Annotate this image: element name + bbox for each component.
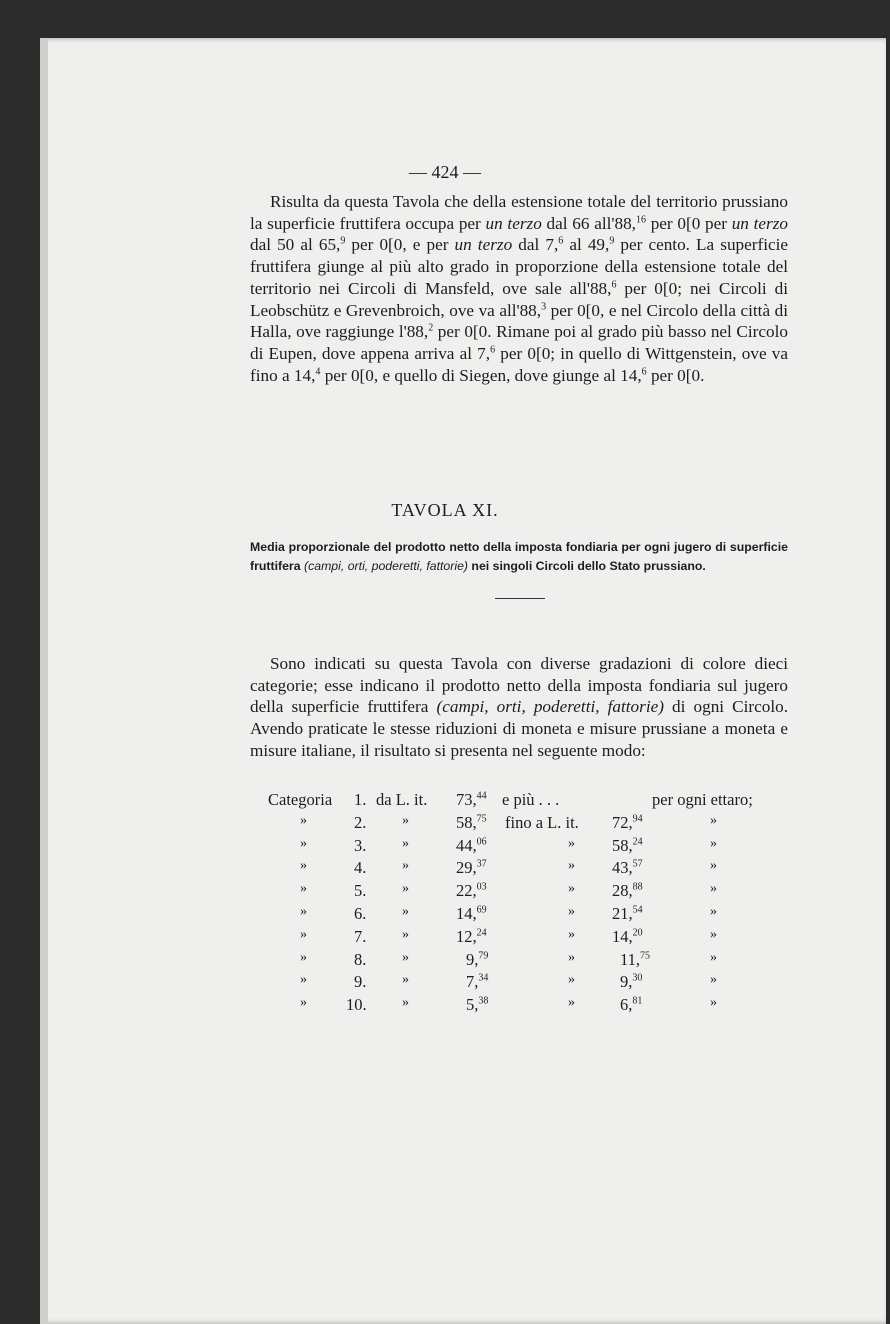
category-number: 9.	[354, 972, 367, 992]
more-label: e più . . .	[502, 790, 560, 809]
category-from-value	[466, 995, 488, 1015]
value-decimal: 57	[632, 858, 643, 870]
paragraph1-segment: per 0[0, e quello di Siegen, dove giunge al 14,	[320, 365, 642, 385]
ditto-mark: »	[402, 972, 409, 988]
value-decimal: 69	[476, 904, 487, 916]
category-from-value	[456, 881, 487, 901]
paragraph3-segment: di ogni Circolo. Avendo praticate le stesse riduzioni di moneta e misure prussiane a moneta e misure italiane, il risultato si presenta nel seguente modo:	[250, 697, 789, 760]
category-from-value	[466, 950, 488, 970]
paragraph1-segment: 2	[428, 322, 434, 334]
category-number: 2.	[354, 812, 367, 832]
paragraph1-segment: per 0[0, e nel Circolo della città di Halla, ove raggiunge l'88,	[250, 300, 788, 342]
value-decimal: 34	[478, 972, 489, 984]
category-number: 8.	[354, 949, 367, 969]
value-decimal: 20	[632, 927, 643, 939]
paragraph1-segment: 6	[558, 235, 564, 247]
value-integer: 22,	[456, 881, 477, 901]
value-decimal: 37	[476, 858, 487, 870]
paragraph1-segment: per 0[0.	[646, 365, 705, 385]
ditto-mark: »	[710, 904, 717, 919]
category-row	[0, 904, 890, 926]
value-decimal: 81	[632, 995, 643, 1007]
table-caption	[250, 538, 788, 576]
category-row	[0, 858, 890, 880]
value-decimal: 30	[632, 972, 643, 984]
table-title: TAVOLA XI.	[391, 500, 499, 520]
category-number: 4.	[354, 858, 367, 878]
category-row	[0, 881, 890, 903]
ditto-mark: »	[402, 995, 409, 1011]
currency-label: da L. it.	[376, 790, 428, 809]
category-to-value	[612, 813, 643, 833]
paragraph1-segment: un terzo	[454, 235, 513, 255]
intro-paragraph	[250, 191, 788, 386]
category-row	[0, 790, 890, 812]
category-number: 7.	[354, 926, 367, 946]
ditto-mark: »	[568, 835, 575, 851]
category-to-value	[620, 995, 642, 1015]
value-integer: 44,	[456, 835, 477, 855]
value-decimal: 44	[476, 790, 487, 802]
paragraph1-segment: dal 50 al 65,	[250, 235, 341, 255]
ditto-mark: »	[710, 972, 717, 988]
ditto-mark: »	[300, 926, 307, 942]
ditto-mark: »	[710, 835, 717, 851]
value-decimal: 24	[632, 836, 643, 848]
value-decimal: 54	[632, 904, 643, 916]
ditto-mark: »	[300, 835, 307, 851]
category-from-value	[456, 927, 487, 947]
ditto-mark: »	[710, 812, 717, 828]
category-to-value	[620, 950, 650, 970]
ditto-mark: »	[402, 904, 409, 919]
category-number: 1.	[354, 790, 367, 809]
value-decimal: 88	[632, 881, 643, 893]
value-integer: 21,	[612, 904, 633, 923]
paragraph1-segment: un terzo	[485, 213, 542, 233]
ditto-mark: »	[402, 926, 409, 942]
category-from-value	[456, 904, 487, 924]
ditto-mark: »	[710, 881, 717, 897]
paragraph1-segment: 6	[611, 279, 617, 291]
ditto-mark: »	[568, 858, 575, 874]
ditto-mark: »	[402, 949, 409, 965]
category-to-value	[612, 881, 643, 901]
category-row	[0, 972, 890, 994]
paragraph1-segment: 4	[315, 365, 321, 377]
paragraph1-segment: Risulta da questa Tavola che della estensione totale del territorio prussiano la superficie fruttifera occupa per	[250, 192, 788, 233]
paragraph1-segment: al 49,	[563, 235, 610, 255]
paragraph1-segment: per 0[0 per	[645, 213, 732, 233]
category-from-value	[456, 790, 487, 810]
ditto-mark: »	[402, 881, 409, 897]
upto-label: fino a L. it.	[505, 812, 579, 832]
value-integer: 58,	[612, 835, 633, 855]
paragraph3-segment: Sono indicati su questa Tavola con diverse gradazioni di colore dieci categorie; esse indicano il prodotto netto della imposta fondiaria sul jugero della superficie fruttifera	[250, 654, 788, 717]
per-hectare-label: per ogni ettaro;	[652, 790, 753, 809]
value-decimal: 38	[478, 995, 489, 1007]
category-to-value	[612, 927, 643, 947]
ditto-mark: »	[568, 881, 575, 897]
caption-italic: (campi, orti, poderetti, fattorie)	[303, 559, 469, 573]
value-integer: 72,	[612, 812, 633, 832]
category-number: 5.	[354, 881, 367, 901]
paragraph1-segment: per 0[0; in quello di Wittgenstein, ove va fino a 14,	[250, 343, 788, 385]
explanation-paragraph	[250, 653, 788, 762]
ditto-mark: »	[710, 926, 717, 942]
ditto-mark: »	[300, 904, 307, 919]
value-integer: 7,	[466, 972, 479, 992]
value-decimal: 03	[476, 881, 487, 893]
value-integer: 43,	[612, 858, 633, 878]
value-integer: 11,	[620, 949, 641, 969]
paragraph3-segment: (campi, orti, poderetti, fattorie)	[436, 697, 664, 717]
category-number: 3.	[354, 835, 367, 855]
ditto-mark: »	[402, 812, 409, 828]
category-row	[0, 813, 890, 835]
category-from-value	[456, 813, 487, 833]
category-from-value	[466, 972, 488, 992]
category-to-value	[620, 972, 642, 992]
category-header-label: Categoria	[268, 790, 333, 809]
value-integer: 29,	[456, 858, 477, 878]
value-integer: 73,	[456, 790, 477, 809]
ditto-mark: »	[300, 972, 307, 988]
page-gutter	[40, 38, 48, 1324]
ditto-mark: »	[568, 972, 575, 988]
ditto-mark: »	[402, 835, 409, 851]
ditto-mark: »	[300, 812, 307, 828]
value-integer: 14,	[612, 926, 633, 946]
paragraph1-segment: dal 7,	[512, 235, 559, 255]
category-to-value	[612, 904, 643, 924]
value-decimal: 94	[632, 813, 643, 825]
category-number: 6.	[354, 904, 367, 923]
ditto-mark: »	[300, 949, 307, 965]
category-number: 10.	[346, 995, 367, 1015]
value-integer: 28,	[612, 881, 633, 901]
ditto-mark: »	[300, 995, 307, 1011]
paragraph1-segment: 9	[609, 235, 615, 247]
paragraph1-segment: 3	[541, 300, 547, 312]
value-integer: 14,	[456, 904, 477, 923]
ditto-mark: »	[710, 949, 717, 965]
paragraph1-segment: per 0[0; nei Circoli di Leobschütz e Grevenbroich, ove va all'88,	[250, 278, 788, 320]
value-integer: 12,	[456, 926, 477, 946]
paragraph1-segment: per 0[0, e per	[345, 235, 455, 255]
value-decimal: 79	[478, 950, 489, 962]
ditto-mark: »	[568, 926, 575, 942]
caption-text-end: nei singoli Circoli dello Stato prussiano.	[468, 559, 706, 573]
ditto-mark: »	[568, 949, 575, 965]
paragraph1-segment: 6	[490, 344, 496, 356]
category-row	[0, 836, 890, 858]
value-integer: 6,	[620, 995, 633, 1015]
caption-text: Media proporzionale del prodotto netto della imposta fondiaria per ogni jugero di superficie fruttifera	[250, 540, 788, 573]
value-integer: 58,	[456, 812, 477, 832]
category-row	[0, 995, 890, 1017]
value-decimal: 24	[476, 927, 487, 939]
value-decimal: 75	[476, 813, 487, 825]
value-integer: 9,	[620, 972, 633, 992]
value-decimal: 06	[476, 836, 487, 848]
paragraph1-segment: 16	[635, 213, 646, 225]
paragraph1-segment: dal 66 all'88,	[541, 213, 636, 233]
ditto-mark: »	[300, 858, 307, 874]
paragraph1-segment: 9	[340, 235, 346, 247]
value-integer: 5,	[466, 995, 479, 1015]
page-number: — 424 —	[409, 162, 481, 182]
paragraph1-segment: per cento. La superficie fruttifera giunge al più alto grado in proporzione della estensione totale del territorio nei Circoli di Mansfeld, ove sale all'88,	[250, 235, 789, 298]
category-from-value	[456, 858, 487, 878]
ditto-mark: »	[402, 858, 409, 874]
category-to-value	[612, 836, 643, 856]
paragraph1-segment: per 0[0. Rimane poi al grado più basso nel Circolo di Eupen, dove appena arriva al 7,	[250, 322, 788, 363]
ditto-mark: »	[568, 904, 575, 919]
category-row	[0, 950, 890, 972]
divider-rule	[495, 598, 545, 599]
paragraph1-segment: un terzo	[731, 213, 788, 233]
category-row	[0, 927, 890, 949]
ditto-mark: »	[568, 995, 575, 1011]
value-integer: 9,	[466, 949, 479, 969]
ditto-mark: »	[710, 995, 717, 1011]
value-decimal: 75	[640, 950, 651, 962]
ditto-mark: »	[710, 858, 717, 874]
category-from-value	[456, 836, 487, 856]
paragraph1-segment: 6	[641, 365, 647, 377]
ditto-mark: »	[300, 881, 307, 897]
category-to-value	[612, 858, 643, 878]
